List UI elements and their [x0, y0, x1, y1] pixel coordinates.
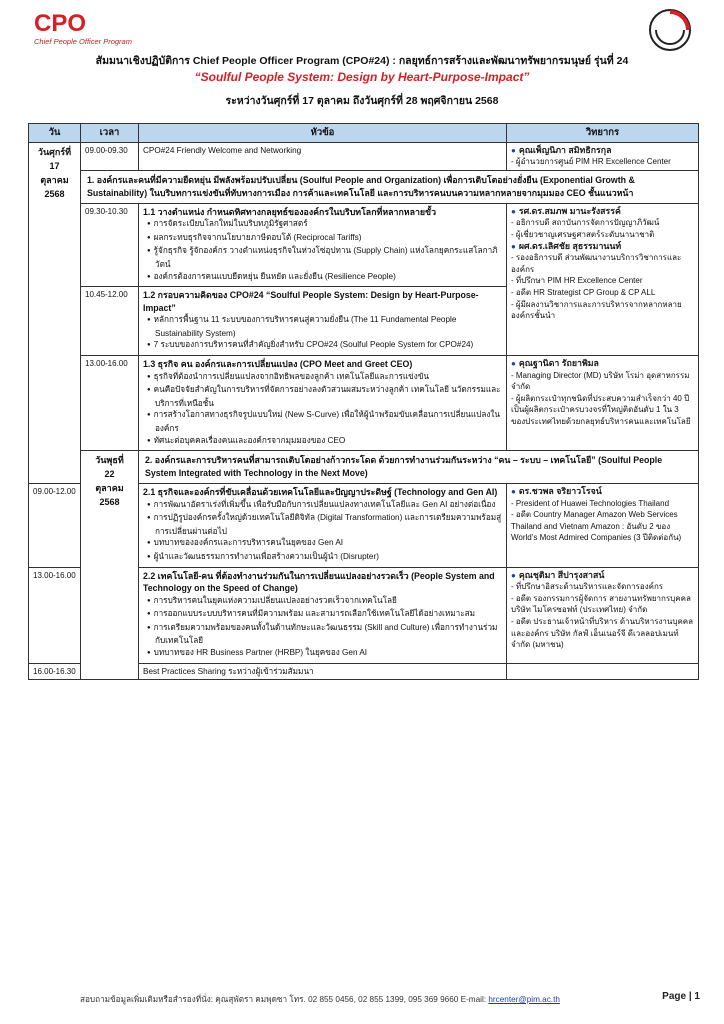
topic-bullet: ● องค์กรต้องการคนแบบยืดหยุ่น ยืนหยัด และยั่งยืน (Resilience People): [143, 271, 502, 285]
speaker-cell: [507, 484, 699, 567]
topic-bullet: ● การออกแบบระบบบริหารคนที่มีความพร้อม และสามารถเลือกใช้เทคโนโลยีได้อย่างเหมาะสม: [143, 608, 502, 622]
day-number: 17: [49, 160, 60, 171]
speaker-name: ● คุณเพ็ญนิภา สมิทธิกรกุล: [511, 145, 694, 157]
col-header-topic: หัวข้อ: [139, 124, 507, 143]
topic-cell: [139, 203, 507, 286]
speaker-detail: - อดีต รองกรรมการผู้จัดการ สายงานทรัพยากรบุคคล บริษัท ไมโครซอฟท์ (ประเทศไทย) จำกัด: [511, 593, 691, 615]
topic-bullet: ● ผลกระทบธุรกิจจากนโยบายภาษีตอบโต้ (Reciprocal Tariffs): [143, 232, 502, 246]
table-header-row: [29, 124, 699, 143]
day-cell: [29, 142, 81, 484]
time-cell: 16.00-16.30: [29, 663, 81, 680]
topic-title: 2.1 ธุรกิจและองค์กรที่ขับเคลื่อนด้วยเทคโนโลยีและปัญญาประดิษฐ์ (Technology and Gen AI): [143, 487, 498, 498]
schedule-table: [28, 123, 699, 680]
topic-bullet: ● การเตรียมความพร้อมของคนทั้งในด้านทักษะและวัฒนธรรม (Skill and Culture) เพื่อการทำงานร่วมกับเทคโนโลยี: [143, 622, 502, 647]
speaker-cell: [507, 356, 699, 451]
speaker-cell: [507, 203, 699, 355]
day-number: 22: [104, 469, 115, 480]
topic-bullet: ● รู้จักธุรกิจ รู้จักองค์กร วางตำแหน่งธุรกิจในห่วงโซ่อุปทาน (Supply Chain) แห่งโลกยุคกระแสโลกาภิวัตน์: [143, 245, 502, 270]
cpo-logo: [34, 12, 144, 46]
speaker-detail: - ผู้อำนวยการศูนย์ PIM HR Excellence Center: [511, 157, 671, 167]
day-month: ตุลาคม: [95, 483, 124, 494]
speaker-detail: - ที่ปรึกษาอิสระด้านบริหารและจัดการองค์กร: [511, 582, 664, 592]
topic-bullet: ● คนคือปัจจัยสำคัญในการบริหารที่จัดการอย่างลงตัวสวนผสมระหว่างลูกค้า เทคโนโลยี นวัตกรรมและบริการที่เหนือชั้น: [143, 384, 502, 409]
section-heading: 1. องค์กรและคนที่มีความยืดหยุ่น มีพลังพร้อมปรับเปลี่ยน (Soulful People and Organization) เพื่อการเติบโตอย่างยั่งยืน (Exponential Growth & Sustainability) ในบริบทการแข่งขันที่ทับทางการเมือง การค้าและเทคโนโลยี และการบริหารคนบนความหลากหลายจากมุมมอง CEO ชั้นแนวหน้า: [81, 170, 699, 203]
section-row: [29, 451, 699, 484]
col-header-time: เวลา: [81, 124, 139, 143]
speaker-detail: - อดีต HR Strategist CP Group & CP ALL: [511, 287, 656, 297]
col-header-speaker: วิทยากร: [507, 124, 699, 143]
speaker-detail: - อดีต ประธานเจ้าหน้าที่บริหาร ด้านบริหารงานบุคคลและองค์กร บริษัท กัลฟ์ เอ็นเนอร์จี ดีเวลลอปเมนท์ จำกัด (มหาชน): [511, 616, 694, 650]
table-row: [29, 356, 699, 451]
day-year: 2568: [99, 497, 120, 508]
day-label: วันศุกร์ที่: [37, 146, 72, 157]
day-cell: [81, 451, 139, 680]
section-heading: 2. องค์กรและการบริหารคนที่สามารถเติบโตอย่างก้าวกระโดด ด้วยการทำงานร่วมกันระหว่าง “คน – ระบบ – เทคโนโลยี” (Soulful People System Integrated with Technology in the Next Move): [139, 451, 699, 484]
time-cell: 09.30-10.30: [81, 203, 139, 286]
table-row: [29, 203, 699, 286]
time-cell: 09.00-09.30: [81, 142, 139, 170]
topic-bullet: ● บทบาทขององค์กรและการบริหารคนในยุคของ Gen AI: [143, 537, 502, 551]
speaker-detail: - Managing Director (MD) บริษัท โรม่า อุดสาหกรรม จำกัด: [511, 370, 690, 392]
topic-cell: [139, 356, 507, 451]
section-row: [29, 170, 699, 203]
speaker-name: ● คุณชุติมา สีปารุงสาสน์: [511, 570, 694, 582]
topic-bullet: ● การสร้างโอกาสทางธุรกิจรูปแบบใหม่ (New S-Curve) เพื่อให้ผู้นำพร้อมขับเคลื่อนการเปลี่ยนแปลงในองค์กร: [143, 409, 502, 434]
speaker-name: ● ดร.ชวพล จริยาวโรจน์: [511, 486, 694, 498]
program-dates: ระหว่างวันศุกร์ที่ 17 ตุลาคม ถึงวันศุกร์ที่ 28 พฤศจิกายน 2568: [225, 95, 499, 107]
topic-title: 2.2 เทคโนโลยี-คน ที่ต้องทำงานร่วมกันในการเปลี่ยนแปลงอย่างรวดเร็ว (People System and Technology on the Speed of Change): [143, 570, 495, 594]
topic-bullet: ● การบริหารคนในยุคแห่งความเปลี่ยนแปลงอย่างรวดเร็วจากเทคโนโลยี: [143, 595, 502, 609]
topic-title: 1.1 วางตำแหน่ง กำหนดทิศทางกลยุทธ์ขององค์กรในบริบทโลกที่หลากหลายขั้ว: [143, 206, 437, 217]
speaker-detail: - President of Huawei Technologies Thailand: [511, 498, 670, 508]
speaker-detail: - ผู้มีผลงานวิชาการและการบริหารจากหลากหลายองค์กรชั้นนำ: [511, 299, 682, 321]
speaker-cell: [507, 142, 699, 170]
footer-text: สอบถามข้อมูลเพิ่มเติมหรือสำรองที่นั่ง: คุณสุพัตรา คมพุดซา โทร. 02 855 0456, 02 855 1399, 095 369 9660 E-mail:: [80, 995, 489, 1004]
seminar-title: สัมมนาเชิงปฏิบัติการ Chief People Officer Program (CPO#24) : กลยุทธ์การสร้างและพัฒนาทรัพยากรมนุษย์ รุ่นที่ 24: [95, 55, 629, 67]
program-theme: “Soulful People System: Design by Heart-Purpose-Impact”: [194, 70, 530, 84]
day-label: วันพุธที่: [95, 455, 124, 466]
topic-bullet: ● การจัดระเบียบโลกใหม่ในบริบทภูมิรัฐศาสตร์: [143, 218, 502, 232]
cpo-logo-subtext: Chief People Officer Program: [34, 37, 132, 46]
day-year: 2568: [44, 188, 65, 199]
page-number: Page | 1: [662, 991, 700, 1002]
speaker-name: ● รศ.ดร.สมภพ มานะรังสรรค์: [511, 206, 694, 218]
email-link[interactable]: hrcenter@pim.ac.th: [488, 995, 560, 1004]
time-cell: 09.00-12.00: [29, 484, 81, 567]
speaker-name: ● ผศ.ดร.เลิศชัย สุธรรมานนท์: [511, 241, 694, 253]
time-cell: 10.45-12.00: [81, 287, 139, 356]
topic-cell: Best Practices Sharing ระหว่างผู้เข้าร่วมสัมมนา: [139, 663, 507, 680]
topic-title: 1.3 ธุรกิจ คน องค์กรและการเปลี่ยนแปลง (CPO Meet and Greet CEO): [143, 359, 413, 370]
topic-bullet: ● หลักการพื้นฐาน 11 ระบบของการบริหารคนสู่ความยั่งยืน (The 11 Fundamental People Sustainability System): [143, 314, 502, 339]
speaker-detail: - ที่ปรึกษา PIM HR Excellence Center: [511, 276, 643, 286]
topic-bullet: ● ผู้นำและวัฒนธรรมการทำงานเพื่อสร้างความเป็นผู้นำ (Disrupter): [143, 551, 502, 565]
topic-bullet: ● บทบาทของ HR Business Partner (HRBP) ในยุคของ Gen AI: [143, 647, 502, 661]
cpo-logo-text: CPO: [34, 10, 87, 37]
speaker-detail: - อดีต Country Manager Amazon Web Services Thailand and Vietnam Amazon : อันดับ 2 ของ World’s Most Admired Companies (3 ปีติดต่อกัน): [511, 510, 682, 543]
topic-cell: [139, 484, 507, 567]
speaker-detail: - ผู้ผลิตกระเป๋าทุกชนิดที่ประสบความสำเร็จกว่า 40 ปี เป็นผู้ผลิตกระเป๋าครบวงจรที่ใหญ่ติดอันดับ 1 ใน 3 ของประเทศไทยด้วยกลยุทธ์บริหารคนและเทคโนโลยี: [511, 393, 691, 426]
table-row: [29, 142, 699, 170]
day-month: ตุลาคม: [40, 174, 69, 185]
speaker-detail: - ผู้เชี่ยวชาญเศรษฐศาสตร์ระดับนานาชาติ: [511, 229, 655, 239]
time-cell: 13.00-16.00: [29, 567, 81, 663]
footer-contact: [80, 993, 700, 1006]
speaker-cell: [507, 567, 699, 663]
col-header-day: วัน: [29, 124, 81, 143]
time-cell: 13.00-16.00: [81, 356, 139, 451]
speaker-detail: - อธิการบดี สถาบันการจัดการปัญญาภิวัฒน์: [511, 218, 660, 228]
topic-cell: [139, 287, 507, 356]
topic-bullet: ● ธุรกิจที่ต้องนำการเปลี่ยนแปลงจากอิทธิพลของลูกค้า เทคโนโลยีและการแข่งขัน: [143, 371, 502, 385]
speaker-detail: - รองอธิการบดี ส่วนพัฒนางานบริการวิชาการและองค์กร: [511, 253, 682, 274]
topic-cell: [139, 567, 507, 663]
topic-title: 1.2 กรอบความคิดของ CPO#24 “Soulful People System: Design by Heart-Purpose-Impact”: [143, 290, 479, 313]
speaker-name: ● คุณฐานิดา รัถยาพิมล: [511, 358, 694, 370]
topic-bullet: ● 7 ระบบของการบริหารคนที่สำคัญยิ่งสำหรับ CPO#24 (Soulful People System for CPO#24): [143, 339, 502, 353]
speaker-cell: [507, 663, 699, 680]
topic-cell: CPO#24 Friendly Welcome and Networking: [139, 142, 507, 170]
topic-bullet: ● ทัศนะต่อบุคคลเรื่องคนและองค์กรจากมุมมองของ CEO: [143, 435, 502, 449]
topic-bullet: ● การพัฒนาอัตราเร่งที่เพิ่มขึ้น เพื่อรับมือกับการเปลี่ยนแปลงทางเทคโนโลยีและ Gen AI อย่างต่อเนื่อง: [143, 499, 502, 513]
topic-bullet: ● การปฏิรูปองค์กรครั้งใหญ่ด้วยเทคโนโลยีดิจิทัล (Digital Transformation) และการเตรียมความพร้อมสู่การเปลี่ยนผ่านต่อไป: [143, 512, 502, 537]
cpo-badge-icon: [648, 8, 692, 52]
